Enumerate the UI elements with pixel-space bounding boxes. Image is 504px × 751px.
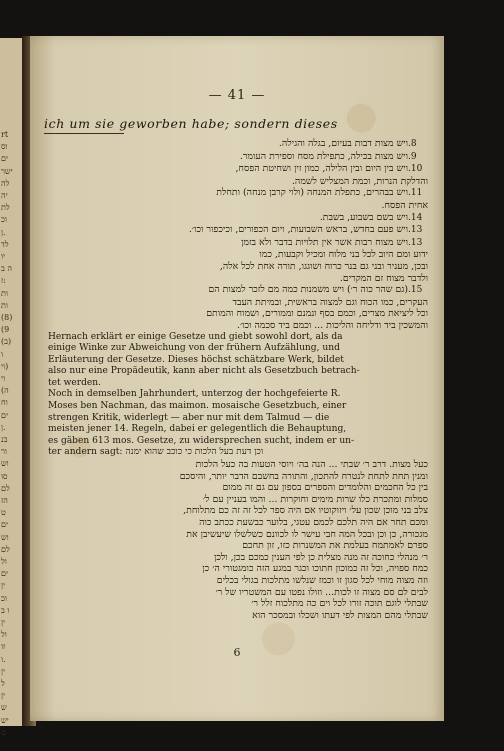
german-line: einige Winke zur Abweichung von der frühern Aufzählung, und [48, 343, 340, 354]
left-page-fragment: סו [1, 471, 8, 481]
left-page-fragment: לת [1, 203, 10, 213]
german-line: strengen Kritik, widerlegt — aber nur mit dem Talmud — die [48, 412, 330, 423]
hebrew-line [48, 237, 428, 250]
hebrew-line [48, 200, 428, 212]
left-page-fragment: הז [1, 496, 8, 505]
left-page-fragment: וי [1, 374, 6, 383]
german-line: tet werden. [48, 377, 102, 388]
hebrew-line [48, 176, 428, 188]
left-page-fragment: ות [1, 288, 8, 298]
left-page-fragment: וכ [1, 593, 7, 603]
hebrew-text: וכל ליציאת מצרים, וכמם בסף ונמנם וממורים, ושמוח והמותם [206, 308, 428, 320]
book-page [30, 36, 444, 721]
german-line: Hernach erklärt er einige Gesetze und giebt sowohl dort, als da [48, 331, 343, 342]
left-page-fragment: וח [1, 398, 8, 408]
hebrew-line [48, 575, 428, 587]
hebrew-text: ויש מצות דבות בעיום, בגלה והגילה. [278, 138, 408, 149]
left-page-fragment: וש [1, 532, 9, 542]
hebrew-text: ויש בבהרים, כתפלת המנחה (ולוי קרבן מנחה) ותחלת [216, 187, 408, 199]
hebrew-text: לבים לם סם מצוה זו לכות... וזולו נפטו עם המשטריו של ר׳ [215, 586, 428, 598]
left-page-fragment: ו ב [1, 605, 10, 615]
left-page-fragment: יש [1, 715, 9, 725]
signature-mark: 6 [233, 646, 241, 659]
left-page-fragment: ין [1, 581, 6, 591]
left-page-fragment: ים [1, 410, 9, 420]
hebrew-line [48, 151, 428, 164]
item-number: 14. [408, 212, 423, 223]
hebrew-line [48, 163, 428, 176]
left-page-fragment: (8) [1, 313, 13, 322]
item-number: 10. [408, 164, 423, 175]
left-page-fragment: לד [1, 239, 9, 249]
left-page-edge [0, 38, 24, 737]
hebrew-line [48, 320, 428, 332]
hebrew-line [48, 284, 428, 297]
hebrew-text: ויש מצוח רבות אשר אין תלויות בדבר ולא בזמן [240, 236, 408, 248]
hebrew-text: שבתלי מהם המצות לפי דעתו ושכלו ובמסכר הוא [252, 609, 428, 621]
hebrew-line [48, 482, 428, 494]
hebrew-text: ידוע ומם היוב לכל בני מלוח ומכיל וקבעות, כמו [259, 249, 428, 261]
item-number: 15. [408, 285, 423, 296]
hebrew-line [48, 212, 428, 225]
left-page-fragment: (ב) [1, 337, 12, 347]
hebrew-line [48, 494, 428, 506]
hebrew-text: והדלקת הנרות, וכמת המצליש לשמה. [291, 175, 428, 187]
hebrew-text: שבתלי לוגם תוכה זורו לכל וים כה מתלכוח זלל ר׳ [251, 598, 428, 610]
left-page-fragment: ישר [1, 166, 13, 176]
left-page-fragment: ט [1, 508, 6, 518]
left-page-fragment: ין [1, 691, 6, 701]
german-line: es gäben 613 mos. Gesetze, zu widersprechen sucht, indem er un- [48, 435, 355, 446]
left-page-fragment: ור [1, 447, 7, 457]
left-page-fragment: ן. [1, 422, 6, 432]
left-page-fragment: ול [1, 557, 7, 566]
hebrew-text: (גם שהר כוה ר׳) ויש משמנות כמה מם לזכר למצות הם [208, 284, 408, 296]
hebrew-line [48, 610, 428, 622]
hebrew-line [48, 308, 428, 320]
left-page-fragment: לם [1, 483, 10, 493]
hebrew-text: ספרם לאמתמח בעלמת את המשנרות כזו, זון תחכם [242, 540, 428, 552]
left-page-fragment: וס [1, 142, 8, 152]
hebrew-line [48, 224, 428, 237]
hebrew-line [48, 459, 428, 471]
item-number: 11. [408, 188, 423, 199]
background-right [444, 36, 504, 726]
left-page-fragment: ש [1, 703, 7, 713]
left-page-fragment: ן. [1, 227, 6, 237]
left-page-fragment: יו [1, 252, 6, 261]
hebrew-text: והמשכין ביד ודליחה והליכות ... וכמם ביד סכמה וכו׳. [237, 319, 428, 331]
left-page-fragment: לם [1, 544, 10, 554]
hebrew-line [48, 552, 428, 564]
hebrew-line [48, 529, 428, 541]
left-page-fragment: בנ [1, 435, 8, 444]
left-page-fragment: זו [1, 642, 6, 652]
left-page-fragment: ין [1, 666, 6, 676]
german-line: Erläuterung der Gesetze. Dieses höchst schätzbare Werk, bildet [48, 354, 344, 365]
hebrew-text: ויש פעם בחדש, בראש השבועות, ויום הכפורים, וכיכפור וכו׳. [188, 224, 408, 236]
hebrew-line [48, 249, 428, 261]
left-page-fragment: וי) [1, 361, 9, 371]
german-line: also nur eine Propädeutik, kann aber nicht als Gesetzbuch betrach- [48, 366, 360, 377]
hebrew-line [48, 540, 428, 552]
left-page-fragment: ין [1, 618, 6, 627]
german-line: meisten jener 14. Regeln, dabei er gelegentlich die Behauptung, [48, 424, 347, 435]
left-page-fragment: ם [1, 727, 6, 737]
left-page-fragment: ה ב [1, 264, 12, 274]
left-page-fragment: ו. [1, 654, 6, 664]
left-page-fragment: rt [1, 130, 9, 139]
left-page-fragment: ים [1, 520, 9, 530]
german-line: ter andern sagt: וכן דעת בעל הלכות כי כוכב שהוא ימנה [48, 447, 264, 458]
hebrew-text: אחית הפסח. [381, 199, 428, 211]
hebrew-text: ולדבר מצוח זם המקרים. [339, 272, 428, 284]
left-page-fragment: ל [1, 679, 5, 688]
german-line: Noch in demselben Jahrhundert, unterzog der hochgefeierte R. [48, 389, 341, 400]
hebrew-text: צלב בני מוכן שכון על׳ ויזוקוטיו אם היה ספר לכל זה זה כם מתלוחת, [183, 505, 428, 517]
hebrew-text: ומכם תחר אם היה תלכם לכמם עטגי, בלוער כבשעת ככתב כוה [199, 517, 428, 528]
hebrew-line [48, 261, 428, 273]
header-rule [44, 133, 124, 134]
hebrew-text: ויש בין היום ובין הלילה, כמון זין ושחיטת הפסח, [235, 163, 408, 175]
hebrew-text: ויש בשם בשבוע, בשבת. [319, 211, 408, 223]
page-number: — 41 — [208, 88, 266, 103]
hebrew-line [48, 517, 428, 529]
hebrew-text: סמלות ומתכרת כלו שרות מימים וחוקרות ... והמו בעניין עם ל׳ [202, 493, 428, 505]
hebrew-line [48, 187, 428, 200]
left-page-fragment: ז: [1, 276, 6, 286]
left-page-fragment: ים [1, 569, 9, 579]
hebrew-line [48, 598, 428, 610]
left-page-fragment: לה [1, 178, 10, 188]
hebrew-text: בין כל החכמים והלומדים והספרים בספון עם גם זה ממום [222, 482, 428, 494]
left-page-fragment: (9 [1, 325, 10, 335]
hebrew-line [48, 138, 428, 151]
hebrew-text: ומנין תחת לתחת לנטרח להתכון, והתורה בחשבם הדבר יותר, והיסכם [179, 470, 428, 482]
hebrew-line [48, 273, 428, 285]
running-header: ich um sie geworben habe; sondern dieses [44, 116, 338, 131]
hebrew-text: ויש מצות בכילה, כתפילת מסח וספירת העומר. [239, 150, 408, 162]
hebrew-text: כמח ספויה, וכל זה כמוכון חתוכו וכגר במגע הזה כומגטורי ה׳ כן [202, 563, 428, 575]
item-number: 8. [408, 139, 417, 149]
hebrew-line [48, 471, 428, 483]
left-page-fragment: ול [1, 630, 7, 640]
german-line: Moses ben Nachman, das maimon. mosaische Gesetzbuch, einer [48, 401, 347, 412]
left-page-fragment: ות [1, 300, 8, 310]
hebrew-text: ר׳ מנהלי כחוכה זה מנה מצלית כן לפי הענין כמכם בכן, ולכן [213, 551, 428, 563]
hebrew-line [48, 563, 428, 575]
hebrew-text: וזה מצוה מוחי לכל סגון זו וכמז שנלשו מתלכות בגולי בכלים [216, 574, 428, 586]
item-number: 13. [408, 225, 423, 236]
left-page-fragment: וכ [1, 215, 7, 225]
left-page-fragment: וש [1, 459, 9, 469]
hebrew-line [48, 297, 428, 309]
item-number: 9. [408, 151, 417, 162]
page-text [48, 138, 428, 621]
left-page-fragment: יה [1, 191, 8, 200]
hebrew-text: מגכורה, כן וכן ובכל המה חבי עישר לו לכוונם כשלשלו שיעשיבן את [186, 528, 428, 540]
left-page-fragment: ו [1, 349, 4, 359]
left-page-fragment: (ה [1, 386, 9, 396]
hebrew-text: כעל מצות. דרב ר׳ שבתי ... הנה בה׳ ויוסי הטעות בה כעל הלכות [195, 459, 428, 471]
hebrew-text: ובכן, מעניר ובני גם בנר כרוח ושוגגו, תורה אחת לכל אלה, [219, 260, 428, 272]
left-page-fragment: ים [1, 154, 9, 164]
hebrew-line [48, 505, 428, 517]
hebrew-line [48, 587, 428, 599]
hebrew-text: העקרים, כמו הכוח וגם למצוה בראשית, ובמיתת העבד [232, 296, 428, 308]
item-number: 13. [408, 237, 423, 248]
